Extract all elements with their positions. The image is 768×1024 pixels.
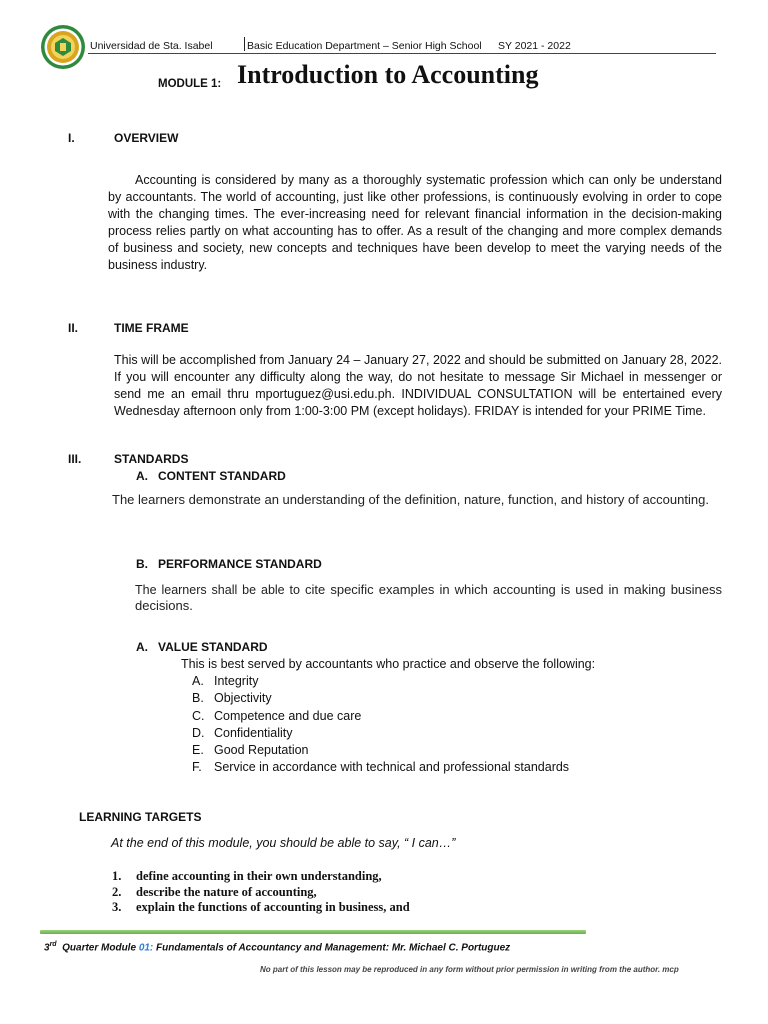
list-item: A. Integrity [192,674,259,688]
content-standard-letter: A. [136,469,148,483]
list-item: B. Objectivity [192,691,272,706]
list-item: 2. describe the nature of accounting, [112,884,317,899]
performance-standard-rest: cite specific examples in which accounting is used in making business decisions. [135,582,722,613]
overview-paragraph: Accounting is considered by many as a thoroughly systematic profession which can only be understand by accountants. The world of accounting, just like other professions, is continuously evolving in order to cope with the changing times. The ever-increasing need for relevant financial information in the decision-making process relies partly on what accounting has to offer. As a result of the changing and more complex demands of business and society, new concepts and techniques have been develop to meet the varying needs of the business industry. [108,173,722,272]
learning-targets-heading: LEARNING TARGETS [79,810,202,824]
performance-standard-heading: PERFORMANCE STANDARD [158,557,322,571]
learning-targets-intro: At the end of this module, you should be able to say, “ I can…” [111,836,456,850]
university-seal-icon [40,24,86,70]
list-item: 3. explain the functions of accounting in business, and [112,900,410,914]
value-standard-intro: This is best served by accountants who practice and observe the following: [181,657,596,671]
header-university: Universidad de Sta. Isabel [90,40,213,52]
list-item: E. Good Reputation [192,743,309,758]
list-item: 1. define accounting in their own understanding, [112,869,382,883]
learning-targets-list [112,869,410,916]
list-item: F. Service in accordance with technical and professional standards [192,760,570,775]
overview-number: I. [68,131,75,145]
footer-rule [40,930,586,934]
overview-heading: OVERVIEW [114,131,179,145]
module-title: Introduction to Accounting [237,60,539,89]
standards-number: III. [68,452,82,466]
standards-heading: STANDARDS [114,452,189,466]
performance-standard-letter: B. [136,557,148,571]
footer-module-line: 3rd Quarter Module 01: Fundamentals of Accountancy and Management: Mr. Michael C. Portuguez [44,941,511,954]
header-rule [88,53,716,54]
performance-standard-text [135,582,722,614]
footer-copyright: No part of this lesson may be reproduced in any form without prior permission in writing from the author. mcp [260,965,679,974]
value-standard-heading: VALUE STANDARD [158,640,268,654]
performance-standard-lead: The learners shall be able to [135,583,300,597]
list-item: C. Competence and due care [192,708,362,723]
module-label: MODULE 1: [158,78,222,90]
time-frame-paragraph: This will be accomplished from January 24 – January 27, 2022 and should be submitted on January 28, 2022. If you will encounter any difficulty along the way, do not hesitate to message Sir Michael in messenger or send me an email thru mportuguez@usi.edu.ph. INDIVIDUAL CONSULTATION will be entertained every Wednesday afternoon only from 1:00-3:00 PM (except holidays). FRIDAY is intended for your PRIME Time. [114,353,722,418]
time-frame-heading: TIME FRAME [114,321,189,335]
value-standard-letter: A. [136,640,148,654]
content-standard-heading: CONTENT STANDARD [158,469,286,483]
content-standard-text: The learners demonstrate an understanding of the definition, nature, function, and history of accounting. [112,492,709,507]
header-school-year: SY 2021 - 2022 [498,40,571,52]
list-item: D. Confidentiality [192,725,293,740]
time-frame-number: II. [68,321,79,335]
value-standard-list [192,673,569,777]
header-divider [244,37,245,51]
header-department: Basic Education Department – Senior High School [247,40,482,52]
